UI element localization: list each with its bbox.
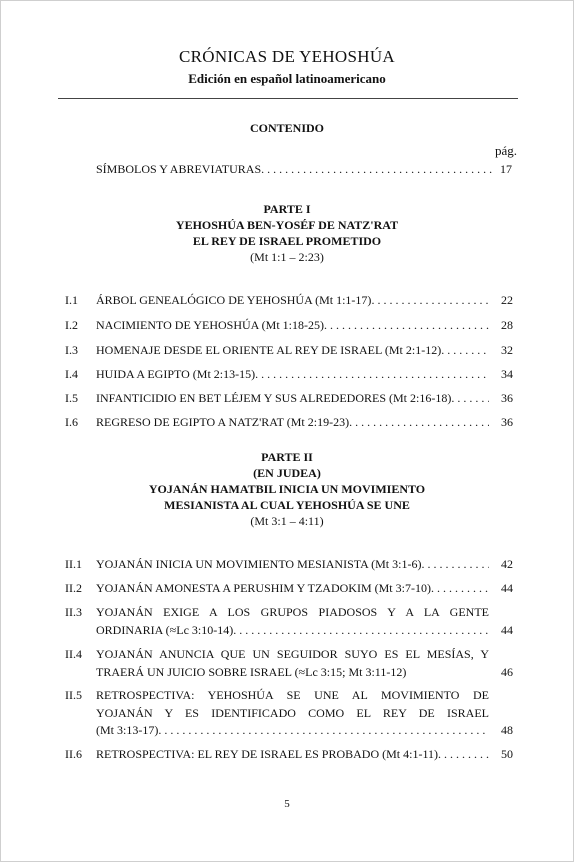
part-title-line: PARTE I <box>263 202 311 216</box>
toc-entry-number: I.5 <box>65 391 78 405</box>
toc-entry[interactable] <box>65 390 513 408</box>
dot-leader <box>441 342 489 360</box>
part-heading <box>0 201 574 265</box>
toc-entry-page: 32 <box>501 343 513 357</box>
toc-entry-label: TRAERÁ UN JUICIO SOBRE ISRAEL (≈Lc 3:15; Mt 3:11-12) <box>96 664 407 679</box>
part-title-line: PARTE II <box>261 450 313 464</box>
dot-leader <box>371 292 489 310</box>
toc-entry-number: II.1 <box>65 557 82 571</box>
toc-entry-label: (Mt 3:13-17) <box>96 723 159 737</box>
toc-entry-number: I.4 <box>65 367 78 381</box>
toc-entry[interactable] <box>65 604 513 639</box>
toc-entry-page: 34 <box>501 367 513 381</box>
toc-entry[interactable] <box>65 317 513 335</box>
part-title-line: YEHOSHÚA BEN-YOSÉF DE NATZ'RAT <box>175 218 399 232</box>
part-title-line: YOJANÁN HAMATBIL INICIA UN MOVIMIENTO <box>148 482 426 496</box>
dot-leader <box>451 390 489 408</box>
toc-entry[interactable] <box>65 414 513 432</box>
toc-entry-label: HOMENAJE DESDE EL ORIENTE AL REY DE ISRAEL (Mt 2:1-12) <box>96 343 442 357</box>
dot-leader <box>158 722 489 740</box>
toc-entry-label: YOJANÁN EXIGE A LOS GRUPOS PIADOSOS Y A LA GENTE <box>96 605 489 619</box>
toc-entry-label: YOJANÁN Y ES IDENTIFICADO COMO EL REY DE ISRAEL <box>96 705 489 720</box>
toc-entry-label: HUIDA A EGIPTO (Mt 2:13-15) <box>96 367 256 381</box>
toc-entry-number: I.2 <box>65 318 78 332</box>
toc-entry[interactable] <box>65 342 513 360</box>
toc-entry-number: I.6 <box>65 415 78 429</box>
toc-entry-label: NACIMIENTO DE YEHOSHÚA (Mt 1:18-25) <box>96 318 324 332</box>
toc-entry-label: RETROSPECTIVA: YEHOSHÚA SE UNE AL MOVIMIENTO DE <box>96 688 489 702</box>
dot-leader <box>431 580 489 598</box>
toc-entry-number: II.5 <box>65 688 82 702</box>
dot-leader <box>233 622 489 640</box>
toc-entry-number: I.3 <box>65 343 78 357</box>
toc-entry-label: RETROSPECTIVA: EL REY DE ISRAEL ES PROBADO (Mt 4:1-11) <box>96 747 439 761</box>
toc-entry-label: INFANTICIDIO EN BET LÉJEM Y SUS ALREDEDORES (Mt 2:16-18) <box>96 391 452 405</box>
toc-entry[interactable] <box>65 687 513 740</box>
page-column-label: pág. <box>495 143 518 158</box>
toc-entry[interactable] <box>65 580 513 598</box>
toc-entry[interactable] <box>65 366 513 384</box>
part-title-line: MESIANISTA AL CUAL YEHOSHÚA SE UNE <box>164 498 410 512</box>
dot-leader <box>324 317 489 335</box>
toc-entry-page: 50 <box>501 747 513 761</box>
toc-entry-page: 17 <box>500 162 512 176</box>
part-heading <box>0 449 574 529</box>
dot-leader <box>421 556 489 574</box>
toc-entry-page: 36 <box>501 415 513 429</box>
toc-entry[interactable] <box>65 746 513 764</box>
dot-leader <box>349 414 489 432</box>
dot-leader <box>255 366 489 384</box>
book-title: CRÓNICAS DE YEHOSHÚA <box>179 47 395 66</box>
toc-entry-number: II.3 <box>65 605 82 619</box>
toc-entry-label: YOJANÁN ANUNCIA QUE UN SEGUIDOR SUYO ES EL MESÍAS, Y <box>96 647 489 661</box>
toc-entry-page: 36 <box>501 391 513 405</box>
page-number: 5 <box>284 798 290 810</box>
toc-entry-page: 44 <box>501 622 513 637</box>
toc-entry[interactable] <box>65 646 513 681</box>
toc-entry[interactable] <box>65 292 513 310</box>
toc-entry-page: 48 <box>501 723 513 737</box>
toc-entry-number: II.6 <box>65 747 82 761</box>
toc-entry-symbols[interactable] <box>96 162 512 177</box>
part-title-line: (EN JUDEA) <box>253 466 321 480</box>
toc-entry-label: ORDINARIA (≈Lc 3:10-14) <box>96 622 234 637</box>
toc-entry-label: SÍMBOLOS Y ABREVIATURAS <box>96 162 262 176</box>
contents-heading: CONTENIDO <box>249 121 324 135</box>
dot-leader <box>438 746 489 764</box>
dot-leader <box>261 162 494 177</box>
toc-entry-page: 46 <box>501 664 513 679</box>
part-title-line: EL REY DE ISRAEL PROMETIDO <box>192 234 382 248</box>
part-reference: (Mt 3:1 – 4:11) <box>250 514 324 528</box>
toc-entry-number: II.4 <box>65 647 82 661</box>
header-divider <box>58 98 518 99</box>
toc-entry-number: I.1 <box>65 293 78 307</box>
part-reference: (Mt 1:1 – 2:23) <box>250 250 324 264</box>
toc-entry-page: 22 <box>501 293 513 307</box>
toc-entry-page: 28 <box>501 318 513 332</box>
toc-entry-page: 44 <box>501 581 513 595</box>
book-subtitle: Edición en español latinoamericano <box>188 71 386 86</box>
toc-entry-label: YOJANÁN INICIA UN MOVIMIENTO MESIANISTA (Mt 3:1-6) <box>96 557 422 571</box>
toc-entry-page: 42 <box>501 557 513 571</box>
toc-entry[interactable] <box>65 556 513 574</box>
toc-entry-label: REGRESO DE EGIPTO A NATZ'RAT (Mt 2:19-23) <box>96 415 350 429</box>
toc-entry-label: YOJANÁN AMONESTA A PERUSHIM Y TZADOKIM (Mt 3:7-10) <box>96 581 431 595</box>
toc-entry-number: II.2 <box>65 581 82 595</box>
toc-entry-label: ÁRBOL GENEALÓGICO DE YEHOSHÚA (Mt 1:1-17) <box>96 293 372 307</box>
